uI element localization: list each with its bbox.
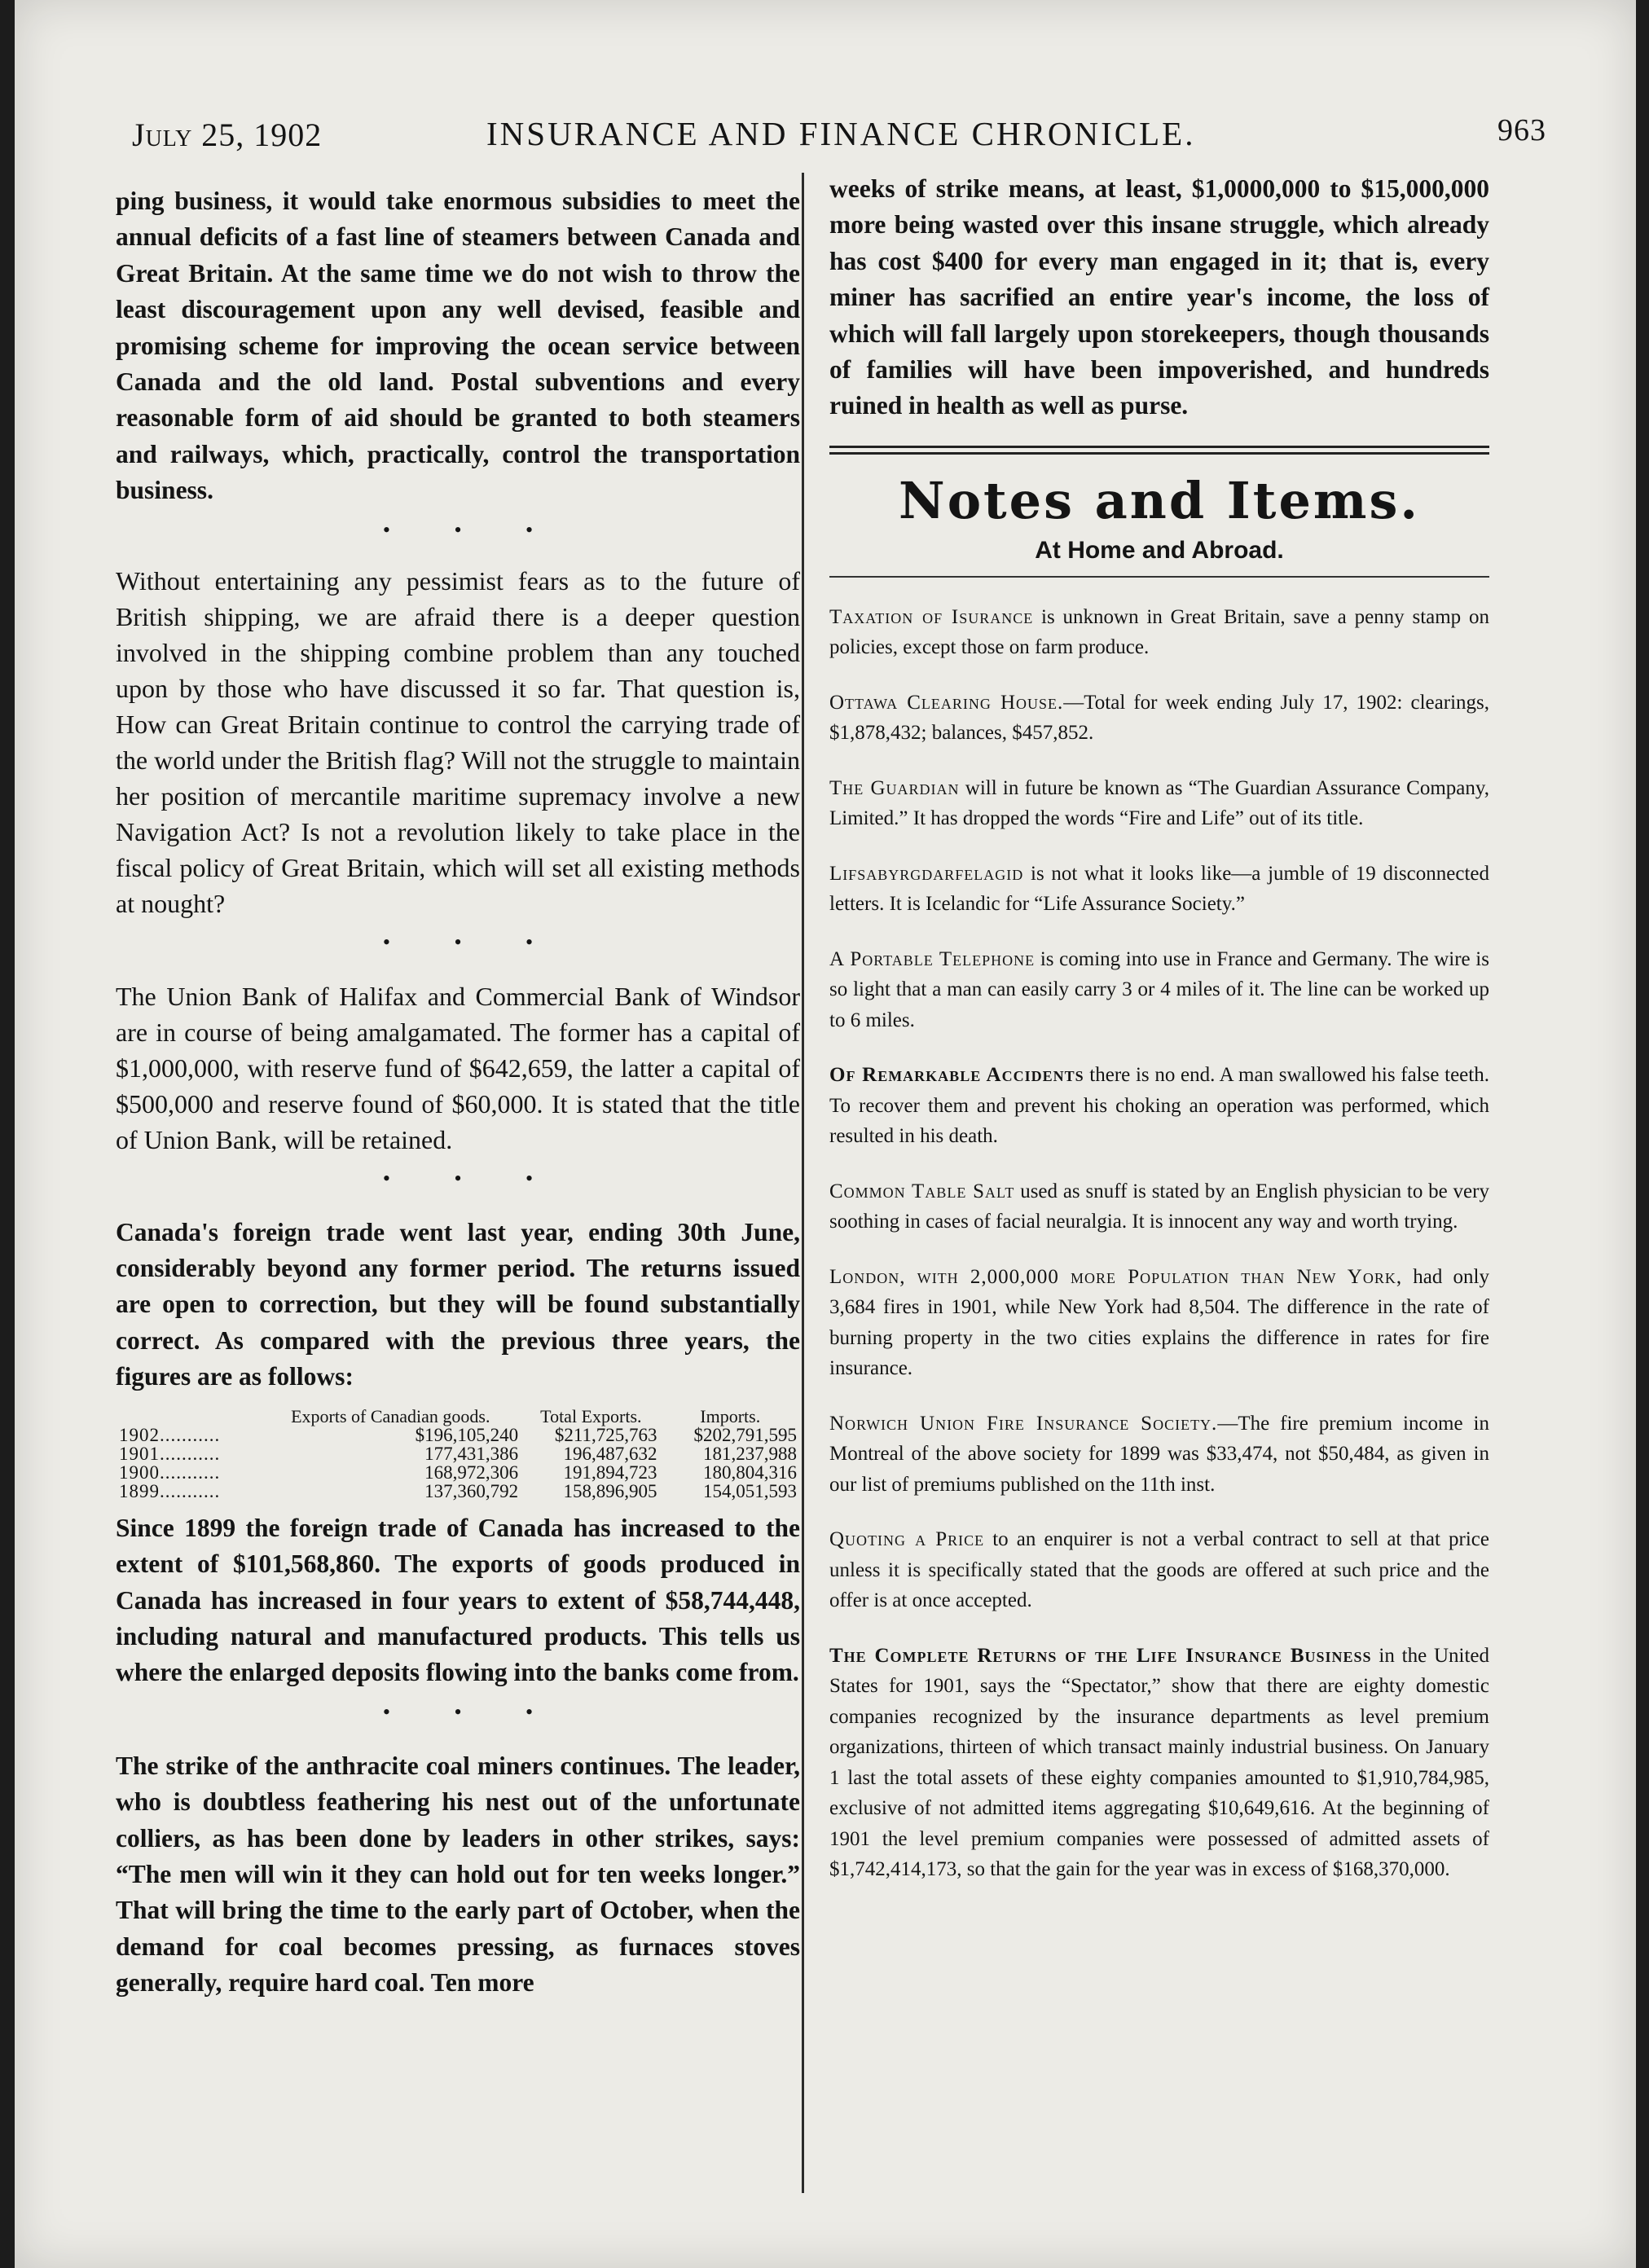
newspaper-page: [15, 0, 1636, 2268]
table-cell: 196,487,632: [563, 1443, 657, 1464]
page-header: [116, 108, 1546, 156]
paragraph-strike-continued: weeks of strike means, at least, $1,0000,000 to $15,000,000 more being wasted over this insane struggle, which already has cost $400 for every man engaged in it; that is, every miner has sacrified an entire year's income, the loss of which will fall largely upon storekeepers, though thousands of families will have been impoverished, and hundreds ruined in health as well as purse.: [829, 174, 1489, 420]
column-divider: [802, 173, 804, 2193]
table-cell: 1902...........: [119, 1424, 221, 1445]
table-cell: 137,360,792: [424, 1480, 519, 1501]
news-item: [829, 602, 1489, 663]
item-text: in the United States for 1901, says the “Spectator,” show that there are eighty domestic companies recognized by the insurance departments as level premium organizations, thirteen of which transact mainly industrial business. On January 1 last the total assets of these eighty companies amounted to $1,910,784,985, exclusive of not admitted items aggregating $10,649,616. At the beginning of 1901 the level premium companies were possessed of admitted assets of $1,742,414,173, so that the gain for the year was in excess of $168,370,000.: [829, 1644, 1490, 1881]
page-number: 963: [1497, 113, 1546, 147]
paragraph-british-shipping: Without entertaining any pessimist fears as to the future of British shipping, we are afraid there is a deeper question involved in the shipping combine problem than any touched upon by those who have discussed it so far. That question is, How can Great Britain continue to control the carrying trade of the world under the British flag? Will not the struggle to maintain her position of mercantile maritime supremacy involve a new Navigation Act? Is not a revolution likely to take place in the fiscal policy of Great Britain, which will set all existing methods at nought?: [116, 565, 800, 918]
paragraph-ocean-service: ping business, it would take enormous subsidies to meet the annual deficits of a fast line of steamers between Canada and Great Britain. At the same time we do not wish to throw the least discouragement upon any well devised, feasible and promising scheme for improving the ocean service between Canada and the old land. Postal subventions and every reasonable form of aid should be granted to both steamers and railways, which, practically, control the transportation business.: [116, 187, 800, 505]
trade-table: [116, 1407, 800, 1501]
double-rule: [829, 446, 1489, 455]
paragraph-coal-strike: The strike of the anthracite coal miners continues. The leader, who is doubtless feathering his nest out of the unfortunate colliers, as has been done by leaders in other strikes, says: “The men will win it they can hold out for ten weeks longer.” That will bring the time to the early part of October, when the demand for coal becomes pressing, as furnaces stoves generally, require hard coal. Ten more: [116, 1751, 800, 1998]
table-cell: $202,791,595: [693, 1424, 797, 1445]
table-cell: 1900...........: [119, 1461, 221, 1483]
item-lead: Of Remarkable Accidents: [829, 1064, 1084, 1087]
news-item: [829, 1524, 1489, 1616]
table-header: Imports.: [700, 1405, 761, 1426]
table-header: [116, 1407, 259, 1426]
table-row: [116, 1444, 800, 1463]
news-item: [829, 1060, 1489, 1152]
table-cell: 154,051,593: [703, 1480, 797, 1501]
item-lead: Quoting a Price: [829, 1528, 985, 1551]
item-text: will in future be known as “The Guardian Assurance Company, Limited.” It has dropped the words “Fire and Life” out of its title.: [829, 776, 1489, 830]
table-cell: 1899...........: [119, 1480, 221, 1501]
section-title: Notes and Items.: [899, 470, 1420, 530]
left-column: [116, 183, 800, 2002]
table-cell: 177,431,386: [424, 1443, 519, 1464]
item-lead: Ottawa Clearing House.: [829, 691, 1064, 714]
item-text: there is no end. A man swallowed his false teeth. To recover them and prevent his choking an operation was performed, which resulted in his death.: [829, 1064, 1489, 1148]
publication-title: INSURANCE AND FINANCE CHRONICLE.: [486, 115, 1196, 152]
header-date: July 25, 1902: [132, 116, 323, 153]
separator-stars: • • •: [382, 930, 563, 954]
item-text: —The fire premium income in Montreal of the above society for 1899 was $33,474, not $50,484, as given in our list of premiums published on the 11th inst.: [829, 1412, 1489, 1496]
table-cell: 158,896,905: [563, 1480, 657, 1501]
paragraph-union-bank: The Union Bank of Halifax and Commercial Bank of Windsor are in course of being amalgamated. The former has a capital of $1,000,000, with reserve fund of $642,659, the latter a capital of $500,000 and reserve found of $60,000. It is stated that the title of Union Bank, will be retained.: [116, 981, 800, 1154]
separator-stars: • • •: [382, 1699, 563, 1724]
item-text: used as snuff is stated by an English physician to be very soothing in cases of facial neuralgia. It is innocent any way and worth trying.: [829, 1180, 1489, 1233]
section-subtitle: At Home and Abroad.: [1035, 536, 1284, 564]
news-item: [829, 859, 1489, 920]
table-cell: $196,105,240: [415, 1424, 519, 1445]
news-item: [829, 688, 1489, 749]
paragraph-foreign-trade: Canada's foreign trade went last year, ending 30th June, considerably beyond any former period. The returns issued are open to correction, but they will be found substantially correct. As compared with the previous three years, the figures are as follows:: [116, 1217, 800, 1391]
item-lead: A Portable Telephone: [829, 947, 1036, 970]
news-item: [829, 944, 1489, 1036]
item-text: to an enquirer is not a verbal contract to sell at that price unless it is specifically stated that the goods are offered at such price and the offer is at once accepted.: [829, 1528, 1490, 1612]
item-text: had only 3,684 fires in 1901, while New York had 8,504. The difference in the rate of burning property in the two cities explains the difference in rates for fire insurance.: [829, 1265, 1490, 1380]
separator-stars: • • •: [382, 517, 563, 542]
item-lead: Norwich Union Fire Insurance Society.: [829, 1412, 1218, 1435]
table-cell: 180,804,316: [703, 1461, 797, 1483]
table-cell: 168,972,306: [424, 1461, 519, 1483]
news-item: [829, 1409, 1489, 1501]
table-row: [116, 1482, 800, 1501]
news-item: [829, 1641, 1489, 1885]
item-text: —Total for week ending July 17, 1902: clearings, $1,878,432; balances, $457,852.: [829, 691, 1489, 745]
item-text: is unknown in Great Britain, save a penny stamp on policies, except those on farm produce.: [829, 605, 1489, 659]
table-header-row: [116, 1407, 800, 1426]
item-text: is not what it looks like—a jumble of 19 disconnected letters. It is Icelandic for “Life Assurance Society.”: [829, 862, 1489, 916]
table-header: Exports of Canadian goods.: [291, 1405, 490, 1426]
news-item: [829, 1262, 1489, 1384]
news-item: [829, 1176, 1489, 1237]
table-cell: 181,237,988: [703, 1443, 797, 1464]
item-lead: The Guardian: [829, 776, 960, 799]
item-lead: Lifsabyrgdarfelagid: [829, 862, 1024, 885]
separator-stars: • • •: [382, 1166, 563, 1190]
table-row: [116, 1426, 800, 1444]
table-cell: 1901...........: [119, 1443, 221, 1464]
news-item: [829, 773, 1489, 834]
table-header: Total Exports.: [540, 1405, 642, 1426]
item-lead: The Complete Returns of the Life Insurance Business: [829, 1644, 1372, 1667]
table-cell: 191,894,723: [563, 1461, 657, 1483]
item-lead: Taxation of Isurance: [829, 605, 1034, 628]
thin-rule: [829, 576, 1489, 578]
paragraph-trade-increase: Since 1899 the foreign trade of Canada has increased to the extent of $101,568,860. The exports of goods produced in Canada has increased in four years to extent of $58,744,448, including natural and manufactured products. This tells us where the enlarged deposits flowing into the banks come from.: [116, 1513, 800, 1687]
item-lead: Common Table Salt: [829, 1180, 1015, 1202]
right-column: [829, 171, 1489, 1910]
item-text: is coming into use in France and Germany. The wire is so light that a man can easily carry 3 or 4 miles of it. The line can be worked up to 6 miles.: [829, 947, 1489, 1031]
item-lead: London, with 2,000,000 more Population than New York,: [829, 1265, 1403, 1288]
table-cell: $211,725,763: [554, 1424, 657, 1445]
table-row: [116, 1463, 800, 1482]
